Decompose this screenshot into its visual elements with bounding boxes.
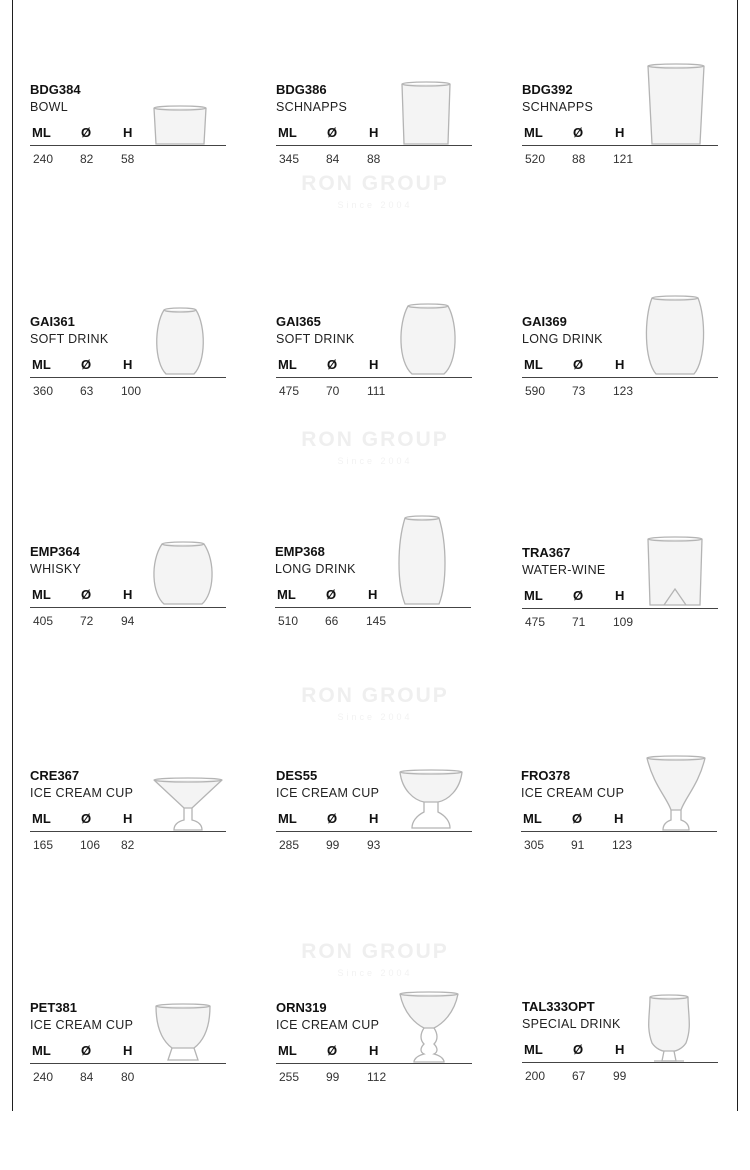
height-value: 145 — [366, 614, 387, 628]
height-value: 123 — [612, 838, 633, 852]
divider — [30, 607, 226, 608]
product-card — [521, 768, 721, 938]
watermark: RON GROUP Since 2004 — [301, 172, 449, 210]
diameter-value: 72 — [80, 614, 94, 628]
height-value: 99 — [613, 1069, 627, 1083]
product-card — [522, 82, 722, 252]
product-type: LONG DRINK — [522, 332, 603, 346]
glass-barrel-icon — [150, 540, 216, 610]
product-card — [275, 544, 475, 714]
product-type: ICE CREAM CUP — [30, 1018, 134, 1032]
ml-header: ML — [524, 588, 543, 603]
product-code: TAL333OPT — [522, 999, 595, 1014]
product-type: WATER-WINE — [522, 563, 606, 577]
diameter-value: 67 — [572, 1069, 586, 1083]
product-type: ICE CREAM CUP — [276, 786, 380, 800]
glass-tulip-cup-icon — [641, 754, 711, 834]
ml-value: 475 — [279, 384, 300, 398]
divider — [522, 377, 718, 378]
ml-header: ML — [278, 811, 297, 826]
diameter-header: Ø — [573, 357, 584, 372]
height-header: H — [369, 357, 379, 372]
diameter-value: 88 — [572, 152, 586, 166]
height-header: H — [615, 1042, 625, 1057]
divider — [30, 831, 226, 832]
product-code: GAI361 — [30, 314, 75, 329]
ml-value: 510 — [278, 614, 299, 628]
ml-header: ML — [32, 811, 51, 826]
diameter-header: Ø — [81, 1043, 92, 1058]
ml-value: 360 — [33, 384, 54, 398]
ml-header: ML — [32, 1043, 51, 1058]
glass-bowl-icon — [150, 100, 210, 148]
divider — [276, 145, 472, 146]
product-type: ICE CREAM CUP — [30, 786, 134, 800]
ml-value: 255 — [279, 1070, 300, 1084]
glass-stemless-icon — [150, 306, 210, 380]
height-header: H — [369, 811, 379, 826]
height-header: H — [123, 125, 133, 140]
product-code: BDG392 — [522, 82, 573, 97]
product-card — [30, 1000, 230, 1170]
divider — [522, 608, 718, 609]
diameter-value: 73 — [572, 384, 586, 398]
product-type: LONG DRINK — [275, 562, 356, 576]
diameter-header: Ø — [81, 357, 92, 372]
diameter-header: Ø — [327, 811, 338, 826]
product-card — [276, 1000, 476, 1170]
divider — [522, 145, 718, 146]
glass-punted-tumbler-icon — [642, 535, 708, 611]
product-card — [522, 545, 722, 715]
diameter-header: Ø — [573, 1042, 584, 1057]
product-code: CRE367 — [30, 768, 80, 783]
divider — [276, 377, 472, 378]
ml-header: ML — [32, 125, 51, 140]
ml-header: ML — [278, 125, 297, 140]
product-type: ICE CREAM CUP — [276, 1018, 380, 1032]
product-card — [30, 544, 230, 714]
product-code: TRA367 — [522, 545, 571, 560]
product-card — [276, 82, 476, 252]
height-value: 94 — [121, 614, 135, 628]
height-value: 93 — [367, 838, 381, 852]
height-header: H — [615, 125, 625, 140]
ml-header: ML — [523, 811, 542, 826]
watermark: RON GROUP Since 2004 — [301, 428, 449, 466]
product-code: EMP368 — [275, 544, 325, 559]
product-card — [30, 82, 230, 252]
diameter-value: 84 — [326, 152, 340, 166]
height-header: H — [123, 357, 133, 372]
glass-sundae-bowl-icon — [396, 766, 466, 834]
divider — [522, 1062, 718, 1063]
ml-value: 405 — [33, 614, 54, 628]
height-value: 121 — [613, 152, 634, 166]
diameter-value: 66 — [325, 614, 339, 628]
product-type: BOWL — [30, 100, 69, 114]
height-header: H — [123, 587, 133, 602]
glass-tall-tumbler-icon — [642, 62, 710, 148]
diameter-value: 91 — [571, 838, 585, 852]
divider — [30, 145, 226, 146]
product-code: GAI365 — [276, 314, 321, 329]
divider — [276, 831, 472, 832]
divider — [30, 1063, 226, 1064]
height-value: 88 — [367, 152, 381, 166]
height-value: 58 — [121, 152, 135, 166]
diameter-value: 63 — [80, 384, 94, 398]
height-value: 112 — [367, 1070, 387, 1084]
height-value: 109 — [613, 615, 634, 629]
divider — [275, 607, 471, 608]
divider — [521, 831, 717, 832]
ml-value: 305 — [524, 838, 545, 852]
product-card — [30, 768, 230, 938]
divider — [30, 377, 226, 378]
diameter-value: 106 — [80, 838, 101, 852]
glass-highball-barrel-icon — [395, 514, 449, 610]
diameter-value: 71 — [572, 615, 586, 629]
glass-stemless-icon — [396, 302, 460, 380]
ml-value: 345 — [279, 152, 300, 166]
diameter-value: 84 — [80, 1070, 94, 1084]
height-header: H — [368, 587, 378, 602]
height-header: H — [615, 357, 625, 372]
ml-header: ML — [524, 357, 543, 372]
ml-value: 590 — [525, 384, 546, 398]
ml-value: 240 — [33, 152, 54, 166]
diameter-header: Ø — [81, 811, 92, 826]
diameter-value: 99 — [326, 1070, 340, 1084]
product-card — [276, 768, 476, 938]
product-card — [522, 314, 722, 484]
diameter-header: Ø — [81, 125, 92, 140]
diameter-value: 99 — [326, 838, 340, 852]
height-header: H — [614, 811, 624, 826]
ml-header: ML — [32, 587, 51, 602]
watermark: RON GROUP Since 2004 — [301, 684, 449, 722]
diameter-header: Ø — [573, 125, 584, 140]
ml-value: 520 — [525, 152, 546, 166]
product-type: WHISKY — [30, 562, 82, 576]
ml-header: ML — [278, 1043, 297, 1058]
page-border-right — [737, 0, 738, 1111]
diameter-header: Ø — [81, 587, 92, 602]
diameter-value: 70 — [326, 384, 340, 398]
product-code: EMP364 — [30, 544, 80, 559]
glass-footed-bowl-icon — [150, 1002, 216, 1066]
height-header: H — [123, 811, 133, 826]
product-code: DES55 — [276, 768, 318, 783]
product-type: SOFT DRINK — [30, 332, 109, 346]
product-type: SCHNAPPS — [276, 100, 348, 114]
watermark: RON GROUP Since 2004 — [301, 940, 449, 978]
page-border-left — [12, 0, 13, 1111]
product-code: BDG386 — [276, 82, 327, 97]
product-code: BDG384 — [30, 82, 81, 97]
glass-tulip-footed-icon — [642, 993, 696, 1065]
product-type: ICE CREAM CUP — [521, 786, 625, 800]
diameter-header: Ø — [327, 1043, 338, 1058]
height-value: 100 — [121, 384, 142, 398]
height-header: H — [123, 1043, 133, 1058]
glass-goblet-cup-icon — [396, 990, 462, 1066]
ml-header: ML — [277, 587, 296, 602]
product-type: SCHNAPPS — [522, 100, 594, 114]
diameter-header: Ø — [326, 587, 337, 602]
product-card — [30, 314, 230, 484]
ml-header: ML — [524, 125, 543, 140]
diameter-header: Ø — [572, 811, 583, 826]
product-card — [276, 314, 476, 484]
height-value: 123 — [613, 384, 634, 398]
height-value: 82 — [121, 838, 135, 852]
glass-tumbler-icon — [396, 80, 456, 148]
divider — [276, 1063, 472, 1064]
ml-value: 200 — [525, 1069, 546, 1083]
product-code: FRO378 — [521, 768, 571, 783]
height-value: 80 — [121, 1070, 135, 1084]
glass-martini-cup-icon — [150, 774, 226, 834]
ml-header: ML — [32, 357, 51, 372]
ml-value: 240 — [33, 1070, 54, 1084]
product-code: ORN319 — [276, 1000, 327, 1015]
ml-header: ML — [278, 357, 297, 372]
ml-value: 165 — [33, 838, 54, 852]
height-header: H — [615, 588, 625, 603]
product-type: SOFT DRINK — [276, 332, 355, 346]
product-code: GAI369 — [522, 314, 567, 329]
product-type: SPECIAL DRINK — [522, 1017, 621, 1031]
diameter-header: Ø — [573, 588, 584, 603]
ml-header: ML — [524, 1042, 543, 1057]
height-header: H — [369, 125, 379, 140]
ml-value: 285 — [279, 838, 300, 852]
product-card — [522, 999, 722, 1169]
ml-value: 475 — [525, 615, 546, 629]
height-value: 111 — [367, 384, 386, 398]
product-code: PET381 — [30, 1000, 77, 1015]
height-header: H — [369, 1043, 379, 1058]
diameter-value: 82 — [80, 152, 94, 166]
diameter-header: Ø — [327, 357, 338, 372]
glass-stemless-tall-icon — [642, 294, 708, 380]
diameter-header: Ø — [327, 125, 338, 140]
